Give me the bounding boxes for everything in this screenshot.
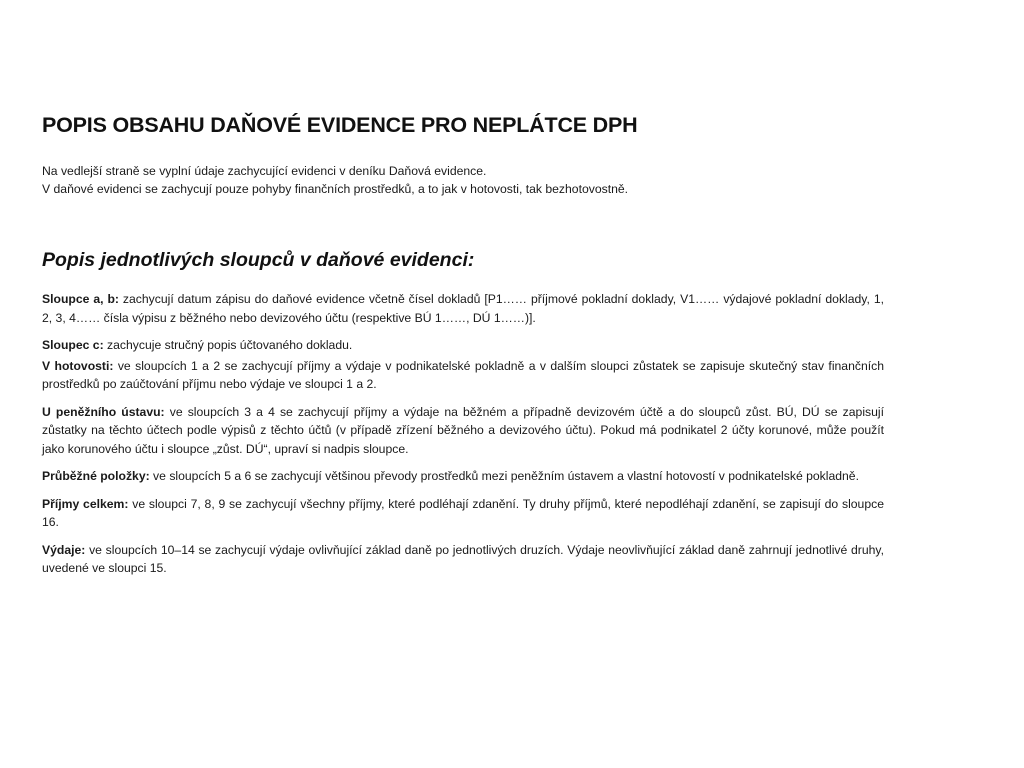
column-text: ve sloupci 7, 8, 9 se zachycují všechny příjmy, které podléhají zdanění. Ty druhy příjmů, které nepodléhají zdanění, se zapisují do sloupce 16. [42,496,884,529]
column-term: Výdaje: [42,542,86,557]
column-text: ve sloupcích 10–14 se zachycují výdaje ovlivňující základ daně po jednotlivých druzích. Výdaje neovlivňující základ daně zahrnují jednotlivé druhy, uvedené ve sloupci 15. [42,542,884,575]
section-title: Popis jednotlivých sloupců v daňové evidenci: [42,249,475,271]
column-term: Sloupec c: [42,338,104,352]
column-description-bank [42,403,884,459]
column-description-expenses [42,541,884,578]
intro-line: Na vedlejší straně se vyplní údaje zachycující evidenci v deníku Daňová evidence. [42,164,487,178]
column-term: Průběžné položky: [42,469,150,483]
column-description-a-b [42,290,884,327]
column-text: zachycuje stručný popis účtovaného dokladu. [103,338,353,352]
column-text: zachycují datum zápisu do daňové evidence včetně čísel dokladů [P1…… příjmové pokladní doklady, V1…… výdajové pokladní doklady, 1, 2, 3, 4…… čísla výpisu z běžného nebo devizového účtu (respektive BÚ 1……, DÚ 1……)]. [42,292,884,325]
column-text: ve sloupcích 5 a 6 se zachycují většinou převody prostředků mezi peněžním ústavem a vlastní hotovostí v podnikatelské pokladně. [149,469,859,483]
intro-block [42,162,884,198]
column-description-c [42,336,884,355]
column-text: ve sloupcích 3 a 4 se zachycují příjmy a výdaje na běžném a případně devizovém účtě a do sloupců zůst. BÚ, DÚ se zapisují zůstatky na těchto účtech podle výpisů z těchto účtů (v případě zřízení běžného a devizového účtu). Pokud má podnikatel 2 účty korunové, může použít jako korunového účtu i sloupce „zůst. DÚ“, upraví si nadpis sloupce. [42,404,884,456]
column-descriptions [42,290,884,578]
column-term: U peněžního ústavu: [42,404,165,419]
column-term: V hotovosti: [42,358,114,373]
column-term: Příjmy celkem: [42,496,129,511]
column-description-income [42,495,884,532]
column-text: ve sloupcích 1 a 2 se zachycují příjmy a výdaje v podnikatelské pokladně a v dalším sloupci zůstatek se zapisuje skutečný stav finančních prostředků po zaúčtování příjmu nebo výdaje ve sloupci 1 a 2. [42,358,884,391]
column-description-cash [42,357,884,394]
intro-line: V daňové evidenci se zachycují pouze pohyby finančních prostředků, a to jak v hotovosti, tak bezhotovostně. [42,182,629,196]
column-description-transfers [42,467,884,486]
page-title: POPIS OBSAHU DAŇOVÉ EVIDENCE PRO NEPLÁTCE DPH [42,113,638,137]
column-term: Sloupce a, b: [42,292,119,306]
